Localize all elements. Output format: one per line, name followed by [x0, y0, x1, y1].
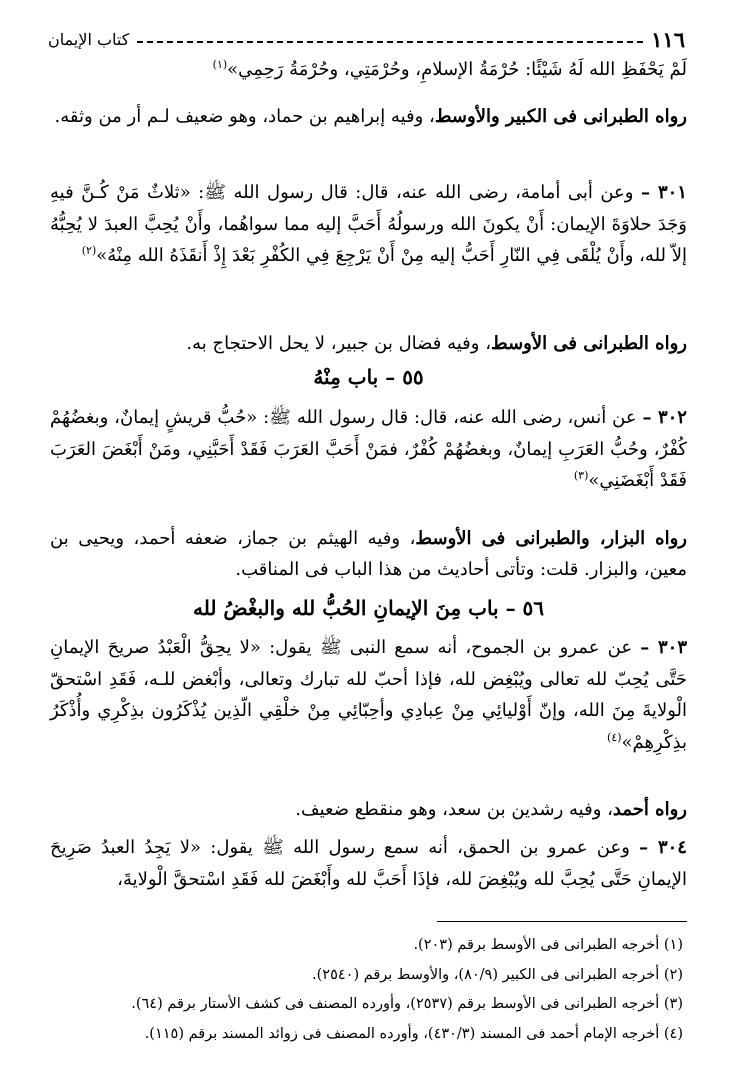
footnote-1: (١) أخرجه الطبرانى فى الأوسط برقم (٢٠٣). [413, 937, 683, 953]
hadith-301-source-note: ، وفيه فضال بن جبير، لا يحل الاحتجاج به. [186, 333, 492, 354]
footnote-4: (٤) أخرجه الإمام أحمد فى المسند (٤٣٠/٣)، وأورده المصنف فى زوائد المسند برقم (١١٥). [144, 1025, 683, 1042]
intro-paragraph [50, 54, 687, 86]
hadith-302-source [50, 523, 687, 585]
footnote-ref-4: (٤) [607, 730, 622, 744]
hadith-303 [50, 632, 687, 758]
footnote-2: (٢) أخرجه الطبرانى فى الكبير (٨٠/٩)، والأوسط برقم (٢٥٤٠). [312, 966, 683, 983]
intro-source-name: رواه الطبرانى فى الكبير والأوسط [434, 106, 687, 127]
footnote-ref-1: (١) [212, 58, 228, 71]
intro-source [50, 101, 687, 132]
hadith-304 [50, 832, 687, 895]
hadith-303-text: عن عمرو بن الجموح، أنه سمع النبى ﷺ يقول: «لا يحِقُّ الْعَبْدُ صريحَ الإيمانِ حَتَّى يُحِبّ لله تعالى ويُبْغِض لله، فإذا أحبّ لله تبارك وتعالى، وأبْغض للـه، فَقَدِ اسْتحقّ الْولايةَ مِنَ الله، وإنّ أَوْليائِي مِنْ عِبادِي وأحِبّائِي مِنْ خلْقِي الّذِين يُذْكَرُون بذِكْرِي وأُذْكَرُ بذِكْرِهِمْ» [50, 637, 687, 753]
footnote-ref-3: (٣) [573, 469, 589, 482]
hadith-302-source-name: رواه البزار، والطبرانى فى الأوسط [415, 528, 687, 549]
hadith-301-text: وعن أبى أمامة، رضى الله عنه، قال: قال رسول الله ﷺ: «ثلاثٌ مَنْ كُـنَّ فيهِ وَجَدَ حلاوَةَ الإيمان: أَنْ يكونَ الله ورسولُهُ أَحَبَّ إليه مما سواهُما، وأَنْ يُحِبَّ العبدَ لا يُحِبُّهُ إلاّ لله، وأَنْ يُلْقَى فِي النّارِ أَحَبُّ إليه مِنْ أَنْ يَرْجِعَ فِي الكُفْرِ بَعْدَ إِذْ أَنقَذَهُ الله مِنْهُ» [50, 182, 687, 266]
footnote-ref-2: (٢) [81, 244, 97, 257]
intro-source-note: ، وفيه إبراهيم بن حماد، وهو ضعيف لـم أر من وثقه. [54, 106, 435, 127]
footnote-3: (٣) أخرجه الطبرانى فى الأوسط برقم (٢٥٣٧)، وأورده المصنف فى كشف الأستار برقم (٦٤). [131, 996, 683, 1012]
hadith-302-source-note: ، وفيه الهيثم بن جماز، ضعفه أحمد، ويحيى بن معين، والبزار. قلت: وتأتى أحاديث من هذا الباب فى المناقب. [50, 528, 687, 580]
intro-text: لَمْ يَحْفَظِ الله لَهُ شَيْئًا: حُرْمَةُ الإسلامِ، وحُرْمَتِي، وحُرْمَةُ رَحِمِي» [227, 59, 687, 80]
hadith-304-number: ٣٠٤ – [639, 837, 687, 858]
hadith-301-source-name: رواه الطبرانى فى الأوسط [491, 333, 687, 354]
hadith-302-number: ٣٠٢ – [642, 407, 687, 428]
hadith-303-source-name: رواه أحمد [612, 799, 687, 820]
hadith-302-text: عن أنس، رضى الله عنه، قال: قال رسول الله ﷺ: «حُبُّ قريشٍ إيمانٌ، وبغضُهُمْ كُفْرٌ، وحُبُّ العَرَبِ إيمانٌ، وبغضُهُمْ كُفْرٌ، فمَنْ أَحَبَّ العَرَبَ فَقَدْ أَحَبَّنِي، ومَنْ أَبْغَضَ العَرَبَ فَقَدْ أَبْغَضَنِي» [50, 407, 687, 491]
hadith-301-number: ٣٠١ – [640, 182, 687, 203]
hadith-303-source [50, 794, 687, 825]
chapter-heading-56: ٥٦ – باب مِنَ الإيمانِ الحُبُّ لله والبغْضُ لله [192, 596, 545, 620]
hadith-302 [50, 402, 687, 497]
hadith-301-source [50, 328, 687, 359]
hadith-304-text: وعن عمرو بن الحمق، أنه سمع رسول الله ﷺ يقول: «لا يَجِدُ العبدُ صَرِيحَ الإيمانِ حَتَّى يُحِبَّ لله ويُبْغِضَ لله، فإذَا أَحَبَّ لله وأَبْغَضَ لله فَقَدِ اسْتحقَّ الْولايةَ، [50, 837, 687, 890]
hadith-303-source-note: ، وفيه رشدين بن سعد، وهو منقطع ضعيف. [295, 799, 613, 820]
footnotes [50, 931, 683, 1049]
page-number: ١١٦ [651, 26, 685, 52]
header-rule [137, 41, 643, 43]
hadith-303-number: ٣٠٣ – [640, 637, 687, 658]
hadith-301 [50, 177, 687, 272]
chapter-heading-55: ٥٥ – باب مِنْهُ [313, 365, 424, 389]
book-title: كتاب الإيمان [48, 29, 130, 49]
running-header [48, 26, 685, 52]
footnote-divider [437, 921, 687, 922]
